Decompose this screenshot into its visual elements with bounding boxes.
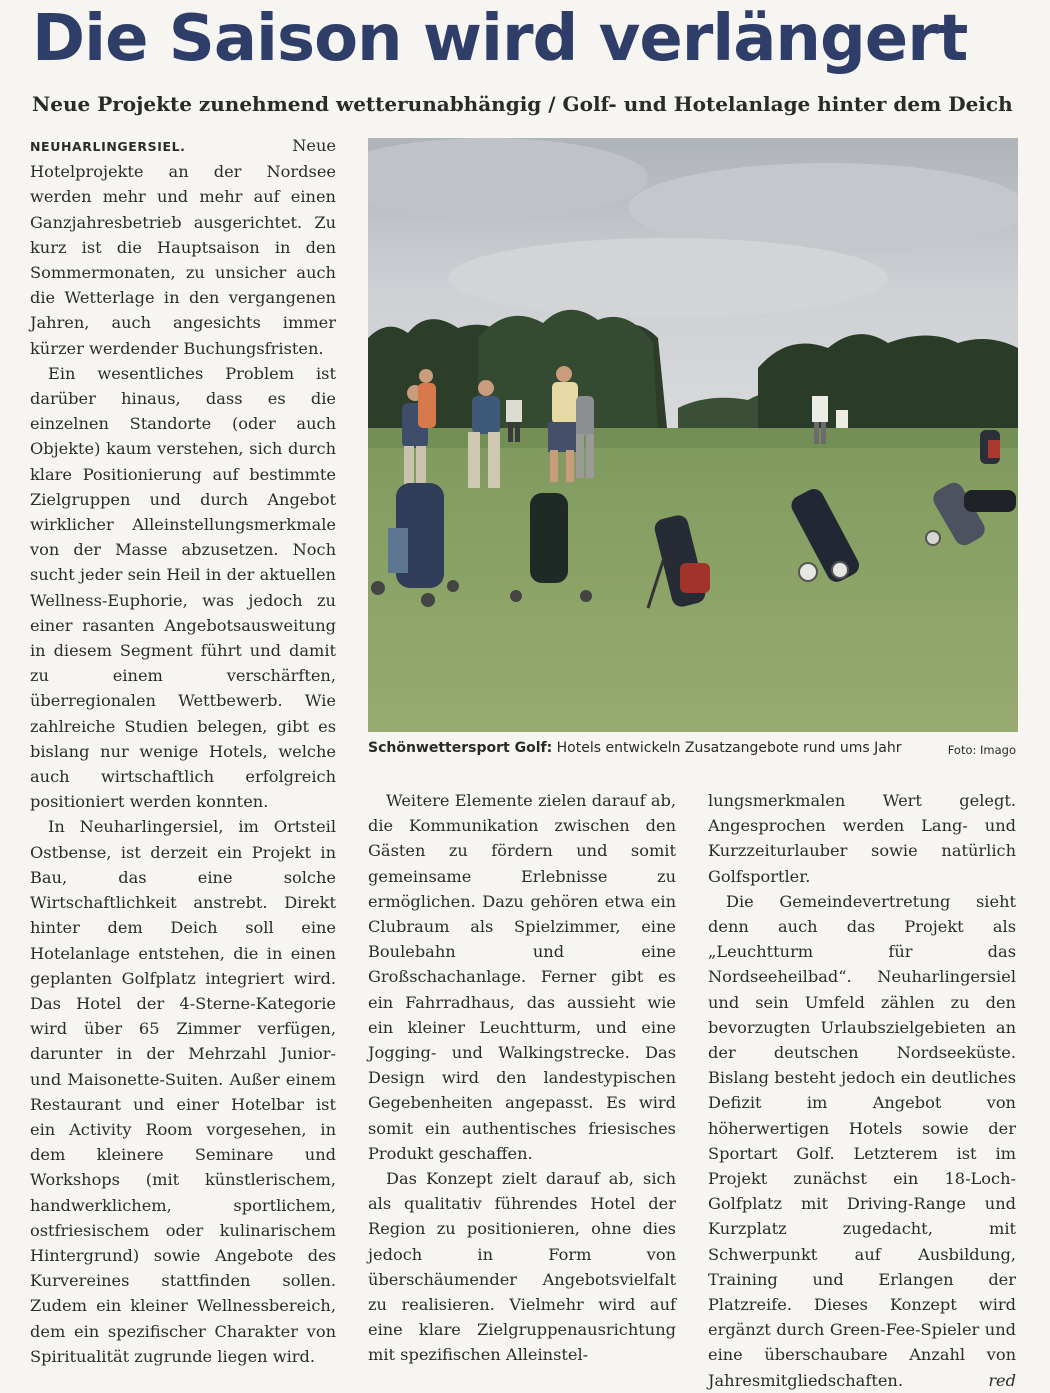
subheadline: Neue Projekte zunehmend wetterunabhängig / Golf- und Hotelanlage hinter dem Deich bbox=[32, 92, 1013, 116]
headline: Die Saison wird verlängert bbox=[32, 2, 968, 76]
golfer-head bbox=[556, 366, 572, 382]
golfer-shorts bbox=[548, 422, 576, 452]
golfer bbox=[576, 396, 594, 436]
caption-text: Hotels entwickeln Zusatzangebote rund ums Jahr bbox=[552, 740, 902, 756]
article-column-1 bbox=[30, 133, 336, 1369]
golfer-head bbox=[419, 369, 433, 383]
golfer-legs bbox=[814, 422, 819, 444]
trolley-wheel bbox=[832, 562, 848, 578]
article-paragraph bbox=[708, 889, 1016, 1393]
trolley-wheel bbox=[371, 581, 385, 595]
golfer-legs bbox=[508, 422, 513, 442]
golf-bag bbox=[964, 490, 1016, 512]
tree-line-right bbox=[758, 334, 1018, 438]
golfer-legs bbox=[566, 450, 574, 482]
golf-bag bbox=[530, 493, 568, 583]
golfer-legs bbox=[515, 422, 520, 442]
article-paragraph bbox=[30, 133, 336, 361]
article-column-2 bbox=[368, 788, 676, 1368]
trolley-wheel bbox=[447, 580, 459, 592]
golfer-legs bbox=[488, 432, 500, 488]
trolley-wheel bbox=[926, 531, 940, 545]
golfer-legs bbox=[576, 434, 584, 478]
article-paragraph: Ein wesentliches Problem ist darüber hinaus, dass es die einzelnen Standorte (oder auch Objekte) kaum verstehen, sich durch klare Positionierung auf bestimmte Zielgruppen und durch Angebot wirklicher Alleinstellungsmerkmale von der Masse abzusetzen. Noch sucht jeder sein Heil in der aktuellen Wellness-Euphorie, was jedoch zu einer rasanten Angebotsausweitung in diesem Segment führt und damit zu einem verschärften, überregionalen Wettbewerb. Wie zahlreiche Studien belegen, gibt es bislang nur wenige Hotels, welche auch wirtschaftlich erfolgreich positioniert werden konnten. bbox=[30, 363, 336, 812]
golfer bbox=[418, 383, 436, 428]
fairway-edge bbox=[368, 428, 1018, 448]
golfer-legs bbox=[550, 450, 558, 482]
bag-pocket bbox=[680, 563, 710, 593]
bag-pocket bbox=[988, 440, 1000, 458]
golfer bbox=[506, 400, 522, 422]
towel bbox=[388, 528, 408, 573]
golfer-legs bbox=[821, 422, 826, 444]
golfer-legs bbox=[468, 432, 480, 488]
article-paragraph: Das Konzept zielt darauf ab, sich als qualitativ führendes Hotel der Region zu positionieren, ohne dies jedoch in Form von überschäumender Angebotsvielfalt zu realisieren. Vielmehr wird auf eine klare Zielgruppenausrichtung mit spezifischen Alleinstel- bbox=[368, 1169, 676, 1365]
golfer-legs bbox=[404, 446, 414, 486]
photo-caption bbox=[368, 740, 1018, 756]
golfer bbox=[552, 382, 578, 424]
golfer bbox=[472, 396, 500, 434]
trolley-wheel bbox=[580, 590, 592, 602]
golfer-legs bbox=[416, 446, 426, 486]
golf-course-photo bbox=[368, 138, 1018, 732]
golfer bbox=[812, 396, 828, 422]
photo-credit: Foto: Imago bbox=[947, 743, 1016, 757]
article-paragraph: lungsmerkmalen Wert gelegt. Angesprochen werden Lang- und Kurzzeiturlauber sowie natürlich Golfsportler. bbox=[708, 791, 1016, 886]
trolley-wheel bbox=[421, 593, 435, 607]
trolley-wheel bbox=[510, 590, 522, 602]
paragraph-text: Die Gemeindevertretung sieht denn auch das Projekt als „Leuchtturm für das Nordseeheilbad“. Neuharlingersiel und sein Umfeld zählen zu den bevorzugten Urlaubszielgebieten an der deutschen Nordseeküste. Bislang besteht jedoch ein deutliches Defizit im Angebot von höherwertigen Hotels sowie der Sportart Golf. Letzterem ist im Projekt zunächst ein 18-Loch-Golfplatz mit Driving-Range und Kurzplatz zugedacht, mit Schwerpunkt auf Ausbildung, Training und Erlangen der Platzreife. Dieses Konzept wird ergänzt durch Green-Fee-Spieler und eine überschaubare Anzahl von Jahresmitgliedschaften. bbox=[708, 891, 1016, 1390]
article-paragraph: Weitere Elemente zielen darauf ab, die Kommunikation zwischen den Gästen zu fördern und somit gemeinsame Erlebnisse zu ermöglichen. Dazu gehören etwa ein Clubraum als Spielzimmer, eine Boulebahn und eine Großschachanlage. Ferner gibt es ein Fahrradhaus, das aussieht wie ein kleiner Leuchtturm, und eine Jogging- und Walkingstrecke. Das Design wird den landestypischen Gegebenheiten angepasst. Es wird somit ein authentisches friesisches Produkt geschaffen. bbox=[368, 791, 676, 1163]
trolley-wheel bbox=[799, 563, 817, 581]
article-column-3 bbox=[708, 788, 1016, 1393]
cloud bbox=[448, 238, 888, 318]
golfer bbox=[836, 410, 848, 428]
golfer-legs bbox=[586, 434, 594, 478]
paragraph-text: Neue Hotelprojekte an der Nordsee werden mehr und mehr auf einen Ganzjahresbetrieb ausgerichtet. Zu kurz ist die Hauptsaison in den Sommermonaten, zu unsicher auch die Wetterlage in den vergangenen Jahren, auch angesichts immer kürzer werdender Buchungsfristen. bbox=[30, 136, 336, 358]
caption-title: Schönwettersport Golf: bbox=[368, 740, 553, 756]
golf-course-illustration bbox=[368, 138, 1018, 732]
golfer-head bbox=[478, 380, 494, 396]
article-paragraph: In Neuharlingersiel, im Ortsteil Ostbense, ist derzeit ein Projekt in Bau, das eine solche Wirtschaftlichkeit anstrebt. Direkt hinter dem Deich soll eine Hotelanlage entstehen, die in einen geplanten Golfplatz integriert wird. Das Hotel der 4-Sterne-Kategorie wird über 65 Zimmer verfügen, darunter in der Mehrzahl Junior- und Maisonette-Suiten. Außer einem Restaurant und einer Hotelbar ist ein Activity Room vorgesehen, in dem kleinere Seminare und Workshops (mit künstlerischem, handwerklichem, sportlichem, ostfriesischem oder kulinarischem Hintergrund) sowie Angebote des Kurvereines stattfinden sollen. Zudem ein kleiner Wellnessbereich, dem ein spezifischer Charakter von Spiritualität zugrunde liegen wird. bbox=[30, 817, 336, 1366]
author-signature: red bbox=[988, 1370, 1016, 1390]
dateline: NEUHARLINGERSIEL. bbox=[30, 139, 186, 154]
